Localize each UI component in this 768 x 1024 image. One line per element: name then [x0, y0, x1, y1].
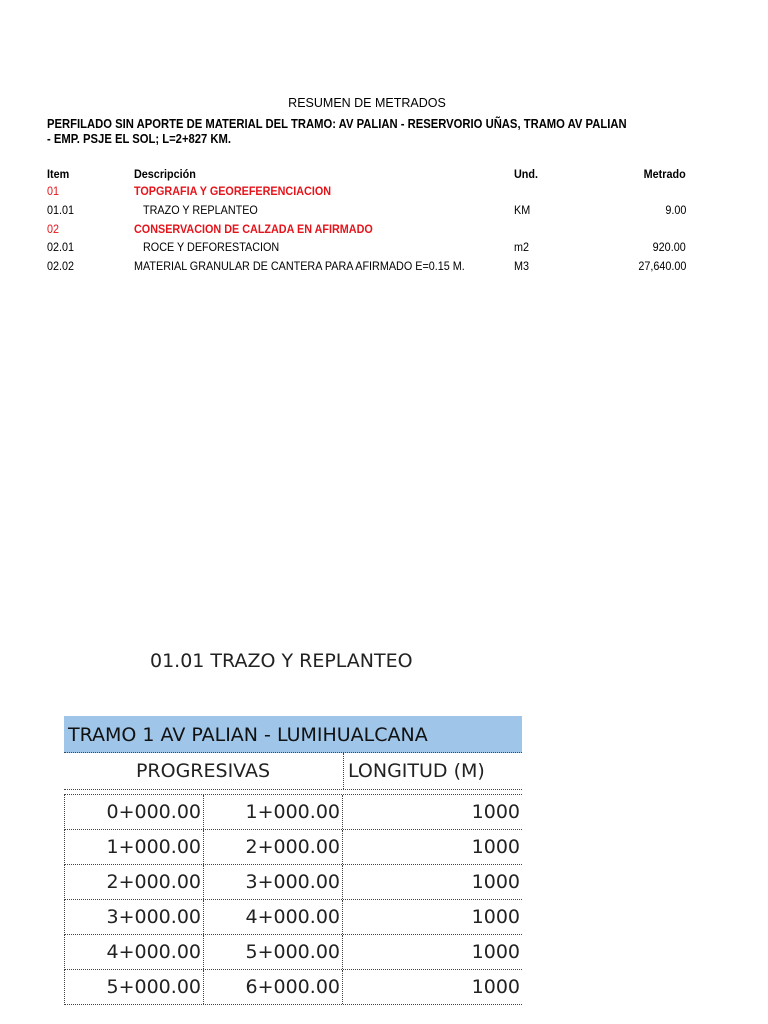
- table-row: [64, 794, 522, 830]
- summary-row: [47, 203, 707, 221]
- summary-header-row: [47, 167, 707, 185]
- row-metrado: 9.00: [664, 203, 686, 217]
- summary-row: [47, 259, 707, 277]
- table-header-row: [64, 753, 522, 790]
- row-metrado: 920.00: [652, 240, 686, 254]
- cell-from: 2+000.00: [65, 865, 204, 899]
- table-title: TRAMO 1 AV PALIAN - LUMIHUALCANA: [64, 716, 522, 753]
- cell-length: 1000: [471, 976, 520, 998]
- header-unit: Und.: [514, 167, 539, 181]
- progresivas-table: [64, 716, 522, 1005]
- cell-length: 1000: [471, 871, 520, 893]
- cell-to: 3+000.00: [204, 865, 343, 899]
- row-item: 02.02: [47, 259, 75, 273]
- cell-from: 4+000.00: [65, 935, 204, 969]
- header-longitud: LONGITUD (M): [343, 753, 526, 789]
- cell-to: 1+000.00: [204, 795, 343, 829]
- table-row: [64, 830, 522, 865]
- row-item: 01: [47, 184, 60, 198]
- cell-to: 4+000.00: [204, 900, 343, 934]
- summary-subtitle: PERFILADO SIN APORTE DE MATERIAL DEL TRAMO: AV PALIAN - RESERVORIO UÑAS, TRAMO AV PALIAN - EMP. PSJE EL SOL; L=2+827 KM.: [47, 117, 627, 146]
- header-metrado: Metrado: [643, 167, 686, 181]
- summary-row: [47, 222, 707, 240]
- row-description: MATERIAL GRANULAR DE CANTERA PARA AFIRMADO E=0.15 M.: [134, 259, 465, 273]
- row-metrado: 27,640.00: [637, 259, 686, 273]
- header-progresivas: PROGRESIVAS: [135, 760, 271, 782]
- cell-length: 1000: [471, 801, 520, 823]
- summary-row: [47, 184, 707, 202]
- row-item: 02: [47, 222, 60, 236]
- row-unit: M3: [514, 259, 530, 273]
- table-row: [64, 935, 522, 970]
- cell-to: 2+000.00: [204, 830, 343, 864]
- cell-to: 6+000.00: [204, 970, 343, 1004]
- cell-from: 3+000.00: [65, 900, 204, 934]
- row-item: 01.01: [47, 203, 75, 217]
- cell-from: 1+000.00: [65, 830, 204, 864]
- cell-to: 5+000.00: [204, 935, 343, 969]
- cell-from: 5+000.00: [65, 970, 204, 1004]
- summary-row: [47, 240, 707, 258]
- row-item: 02.01: [47, 240, 75, 254]
- trazo-section-title: 01.01 TRAZO Y REPLANTEO: [150, 650, 413, 672]
- row-description: TRAZO Y REPLANTEO: [143, 203, 258, 217]
- header-description: Descripción: [134, 167, 196, 181]
- table-row: [64, 865, 522, 900]
- row-unit: m2: [514, 240, 530, 254]
- cell-length: 1000: [471, 906, 520, 928]
- cell-length: 1000: [471, 836, 520, 858]
- row-description: TOPGRAFIA Y GEOREFERENCIACION: [134, 184, 332, 198]
- header-item: Item: [47, 167, 70, 181]
- row-description: CONSERVACION DE CALZADA EN AFIRMADO: [134, 222, 373, 236]
- row-unit: KM: [514, 203, 531, 217]
- cell-length: 1000: [471, 941, 520, 963]
- row-description: ROCE Y DEFORESTACION: [143, 240, 280, 254]
- table-row: [64, 970, 522, 1005]
- cell-from: 0+000.00: [65, 795, 204, 829]
- summary-title: RESUMEN DE METRADOS: [288, 96, 446, 110]
- table-row: [64, 900, 522, 935]
